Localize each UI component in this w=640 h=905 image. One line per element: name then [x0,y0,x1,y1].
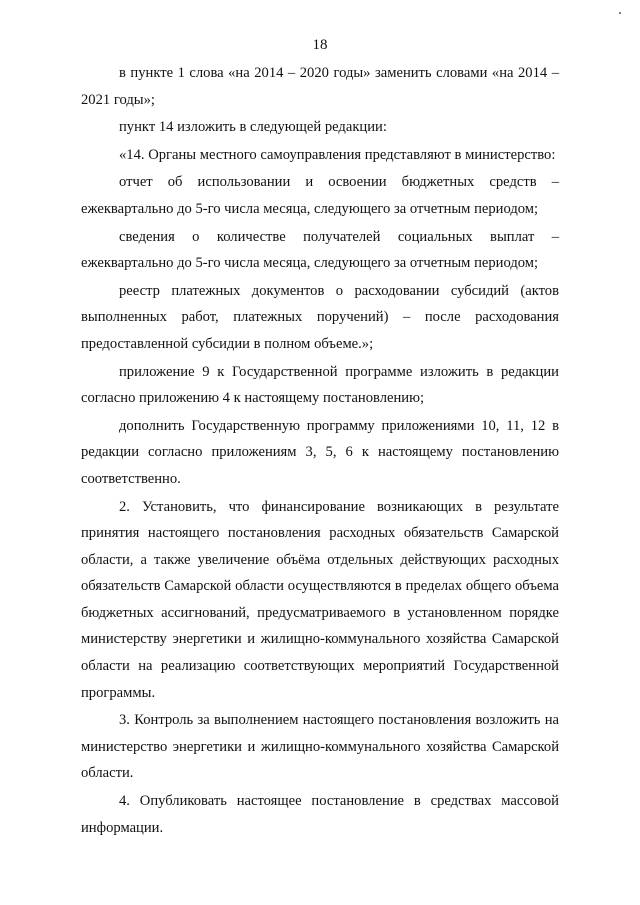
paragraph-add-appendices: дополнить Государственную программу приложениями 10, 11, 12 в редакции согласно приложениям 3, 5, 6 к настоящему постановлению соответственно. [81,417,559,487]
paragraph-section-3: 3. Контроль за выполнением настоящего постановления возложить на министерство энергетики и жилищно-коммунального хозяйства Самарской области. [81,712,559,782]
paragraph-amend-years: в пункте 1 слова «на 2014 – 2020 годы» заменить словами «на 2014 – 2021 годы»; [81,65,559,108]
paragraph-report-funds: отчет об использовании и освоении бюджетных средств – ежеквартально до 5-го числа месяца, следующего за отчетным периодом; [81,174,559,217]
paragraph-section-4: 4. Опубликовать настоящее постановление в средствах массовой информации. [81,793,559,836]
paragraph-item-14-intro: пункт 14 изложить в следующей редакции: [119,119,387,136]
paragraph-payment-register: реестр платежных документов о расходовании субсидий (актов выполненных работ, платежных поручений) – после расходования предоставленной субсидии в полном объеме.»; [81,282,559,352]
document-body [81,60,559,841]
scan-speck [619,12,621,14]
paragraph-section-2: 2. Установить, что финансирование возникающих в результате принятия настоящего постановления расходных обязательств Самарской области, а также увеличение объёма отдельных действующих расходных обязательств Самарской области осуществляются в пределах общего объема бюджетных ассигнований, предусматриваемого в установленном порядке министерству энергетики и жилищно-коммунального хозяйства Самарской области на реализацию соответствующих мероприятий Государственной программы. [81,498,559,701]
page-number: 18 [312,37,328,53]
paragraph-social-payments: сведения о количестве получателей социальных выплат – ежеквартально до 5-го числа месяца, следующего за отчетным периодом; [81,228,559,272]
paragraph-item-14-text: «14. Органы местного самоуправления представляют в министерство: [119,146,556,163]
paragraph-appendix-9: приложение 9 к Государственной программе изложить в редакции согласно приложению 4 к настоящему постановлению; [81,363,559,407]
